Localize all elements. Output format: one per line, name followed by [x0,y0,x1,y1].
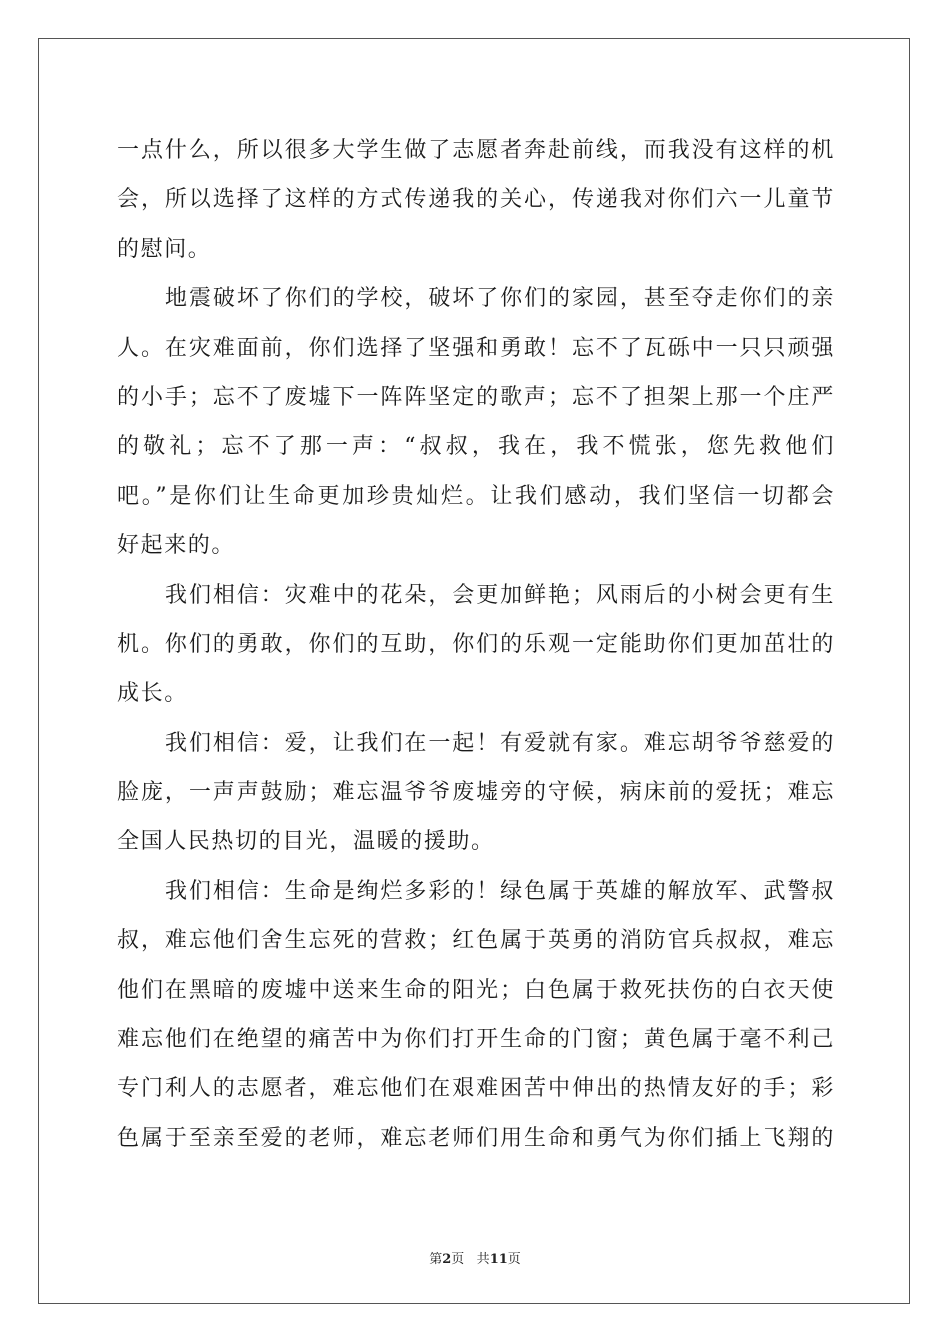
text-line: 我们相信：爱，让我们在一起！有爱就有家。难忘胡爷爷慈爱的 [165,730,835,756]
text-line: 全国人民热切的目光，温暖的援助。 [117,829,495,855]
text-line: 好起来的。 [117,533,236,559]
text-line: 难忘他们在绝望的痛苦中为你们打开生命的门窗；黄色属于毫不利己 [117,1027,835,1053]
document-body [117,126,835,1163]
text-line: 我们相信：生命是绚烂多彩的！绿色属于英雄的解放军、武警叔 [165,878,835,904]
text-line: 脸庞，一声声鼓励；难忘温爷爷废墟旁的守候，病床前的爱抚；难忘 [117,780,835,806]
text-line: 人。在灾难面前，你们选择了坚强和勇敢！忘不了瓦砾中一只只顽强 [117,335,835,361]
footer-page-number: 2 [442,1252,452,1267]
text-line: 专门利人的志愿者，难忘他们在艰难困苦中伸出的热情友好的手；彩 [117,1076,835,1102]
footer-page-suffix: 页 [451,1252,465,1267]
text-line: 的敬礼；忘不了那一声：“叔叔，我在，我不慌张，您先救他们 [117,434,835,460]
footer-total-suffix: 页 [507,1252,521,1267]
text-line: 的慰问。 [117,236,212,262]
text-line: 地震破坏了你们的学校，破坏了你们的家园，甚至夺走你们的亲 [165,286,835,312]
text-line: 一点什么，所以很多大学生做了志愿者奔赴前线，而我没有这样的机 [117,138,835,163]
text-line: 机。你们的勇敢，你们的互助，你们的乐观一定能助你们更加茁壮的 [117,631,835,657]
text-line: 会，所以选择了这样的方式传递我的关心，传递我对你们六一儿童节 [117,187,835,213]
page-footer [0,1248,950,1267]
text-line: 吧。”是你们让生命更加珍贵灿烂。让我们感动，我们坚信一切都会 [117,483,835,509]
footer-total-pages: 11 [489,1252,508,1267]
footer-total-prefix: 共 [476,1252,490,1267]
text-line: 叔，难忘他们舍生忘死的营救；红色属于英勇的消防官兵叔叔，难忘 [117,928,835,954]
text-line: 成长。 [117,681,188,707]
footer-page-prefix: 第 [429,1252,443,1267]
text-line: 的小手；忘不了废墟下一阵阵坚定的歌声；忘不了担架上那一个庄严 [117,384,835,410]
text-line: 他们在黑暗的废墟中送来生命的阳光；白色属于救死扶伤的白衣天使 [117,977,835,1003]
text-line: 色属于至亲至爱的老师，难忘老师们用生命和勇气为你们插上飞翔的 [117,1125,835,1151]
text-line: 我们相信：灾难中的花朵，会更加鲜艳；风雨后的小树会更有生 [165,582,835,608]
